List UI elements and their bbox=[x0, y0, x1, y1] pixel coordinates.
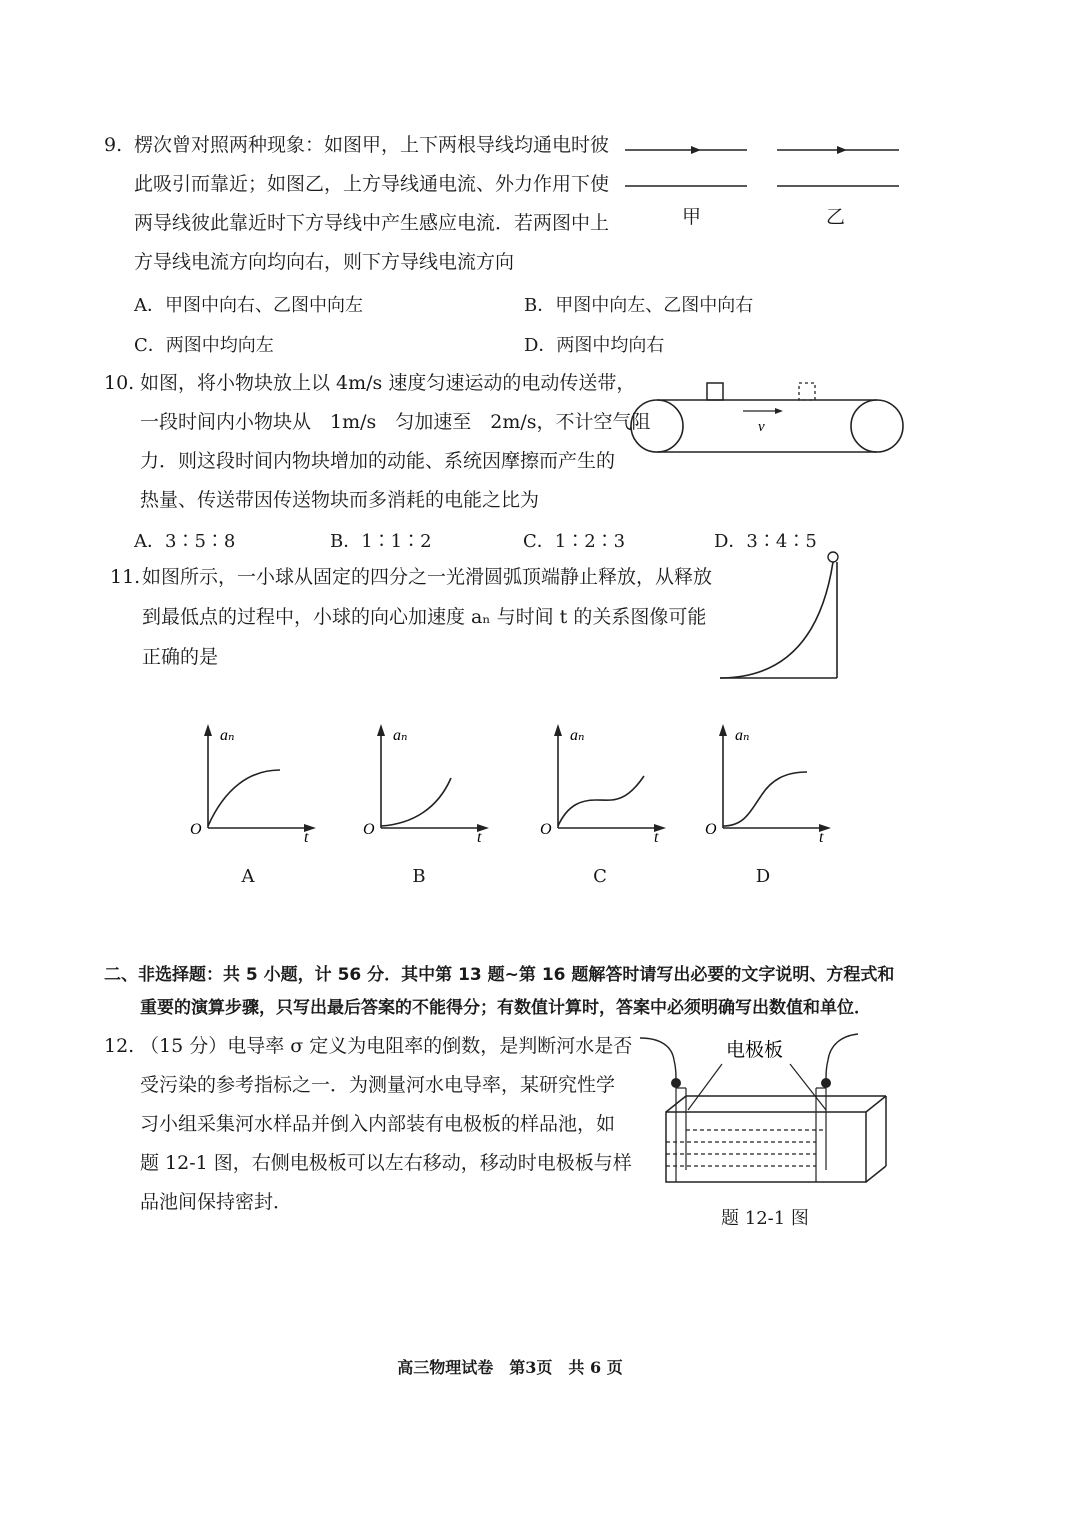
arrow-right-icon bbox=[691, 146, 701, 154]
q11-text-line-3: 正确的是 bbox=[142, 646, 219, 668]
q9-text-line-4: 方导线电流方向均向右，则下方导线电流方向 bbox=[134, 251, 515, 273]
q12-text-line-5: 品池间保持密封． bbox=[140, 1191, 293, 1213]
svg-text:t: t bbox=[477, 829, 482, 845]
q12-text-line-1: （15 分）电导率 σ 定义为电阻率的倒数，是判断河水是否 bbox=[140, 1035, 633, 1057]
graph-c-label: C bbox=[593, 866, 607, 887]
svg-text:aₙ: aₙ bbox=[735, 727, 750, 744]
svg-text:aₙ: aₙ bbox=[393, 727, 408, 744]
svg-text:O: O bbox=[540, 821, 552, 838]
q9-figure bbox=[615, 130, 915, 240]
q10-text-line-3: 力．则这段时间内物块增加的动能、系统因摩擦而产生的 bbox=[140, 450, 616, 472]
q10-option-a: A．3∶5∶8 bbox=[134, 531, 236, 552]
q12-text-line-3: 习小组采集河水样品并倒入内部装有电极板的样品池，如 bbox=[140, 1113, 616, 1135]
q11-text-line-2: 到最低点的过程中，小球的向心加速度 aₙ 与时间 t 的关系图像可能 bbox=[142, 606, 707, 628]
q9-text-line-2: 此吸引而靠近；如图乙，上方导线通电流、外力作用下使 bbox=[134, 173, 610, 195]
svg-text:t: t bbox=[304, 829, 309, 845]
ball-icon bbox=[828, 552, 838, 562]
q11-number: 11. bbox=[110, 566, 141, 588]
q9-fig-label-yi: 乙 bbox=[826, 206, 846, 228]
svg-text:O: O bbox=[190, 821, 202, 838]
figure-jia bbox=[625, 146, 747, 186]
block-dashed-icon bbox=[799, 383, 815, 400]
svg-text:aₙ: aₙ bbox=[570, 727, 585, 744]
conveyor-belt-figure bbox=[625, 375, 915, 465]
graph-d bbox=[695, 720, 840, 845]
q12-text-line-4: 题 12-1 图，右侧电极板可以左右移动，移动时电极板与样 bbox=[140, 1152, 632, 1174]
svg-text:O: O bbox=[705, 821, 717, 838]
page-footer: 高三物理试卷 第3页 共 6 页 bbox=[397, 1358, 623, 1377]
curve-a bbox=[208, 770, 280, 826]
arrow-right-icon bbox=[837, 146, 847, 154]
curve-d bbox=[723, 772, 807, 826]
graph-c bbox=[530, 720, 675, 845]
q10-number: 10. bbox=[104, 372, 135, 394]
q10-text-line-1: 如图，将小物块放上以 4m/s 速度匀速运动的电动传送带， bbox=[140, 372, 636, 394]
block-icon bbox=[707, 383, 723, 400]
q12-figure-caption: 题 12-1 图 bbox=[721, 1208, 809, 1229]
velocity-label: v bbox=[758, 419, 765, 435]
section2-instructions-line-2: 重要的演算步骤，只写出最后答案的不能得分；有数值计算时，答案中必须明确写出数值和单位． bbox=[140, 998, 871, 1018]
q10-option-d: D．3∶4∶5 bbox=[714, 531, 817, 552]
section2-instructions-line-1: 二、非选择题：共 5 小题，计 56 分．其中第 13 题~第 16 题解答时请写出必要的文字说明、方程式和 bbox=[104, 965, 895, 985]
sample-pool-figure bbox=[630, 1030, 900, 1195]
graph-b bbox=[353, 720, 498, 845]
graph-b-label: B bbox=[412, 866, 426, 887]
svg-text:aₙ: aₙ bbox=[220, 727, 235, 744]
q12-text-line-2: 受污染的参考指标之一．为测量河水电导率，某研究性学 bbox=[140, 1074, 616, 1096]
q9-option-d: D．两图中均向右 bbox=[524, 335, 665, 356]
curve-c bbox=[558, 776, 644, 826]
svg-text:t: t bbox=[654, 829, 659, 845]
q9-text-line-3: 两导线彼此靠近时下方导线中产生感应电流．若两图中上 bbox=[134, 212, 610, 234]
electrode-plate-label: 电极板 bbox=[726, 1040, 784, 1061]
q9-number: 9. bbox=[104, 134, 123, 156]
q10-text-line-2: 一段时间内小物块从 1m/s 匀加速至 2m/s，不计空气阻 bbox=[140, 411, 651, 433]
q9-option-b: B．甲图中向左、乙图中向右 bbox=[524, 295, 754, 316]
svg-text:O: O bbox=[363, 821, 375, 838]
graph-d-label: D bbox=[755, 866, 771, 887]
q9-option-a: A．甲图中向右、乙图中向左 bbox=[134, 295, 363, 316]
terminal-icon bbox=[821, 1078, 831, 1088]
q12-number: 12. bbox=[104, 1035, 135, 1057]
quarter-arc-figure bbox=[715, 548, 845, 684]
terminal-icon bbox=[671, 1078, 681, 1088]
q9-option-c: C．两图中均向左 bbox=[134, 335, 274, 356]
q10-option-c: C．1∶2∶3 bbox=[523, 531, 626, 552]
q11-text-line-1: 如图所示，一小球从固定的四分之一光滑圆弧顶端静止释放，从释放 bbox=[142, 566, 713, 588]
q9-text-line-1: 楞次曾对照两种现象：如图甲，上下两根导线均通电时彼 bbox=[134, 134, 610, 156]
arrow-right-icon bbox=[775, 408, 783, 414]
svg-text:t: t bbox=[819, 829, 824, 845]
graph-a-label: A bbox=[241, 866, 255, 887]
q10-text-line-4: 热量、传送带因传送物块而多消耗的电能之比为 bbox=[140, 489, 540, 511]
graph-a bbox=[180, 720, 325, 845]
q10-option-b: B．1∶1∶2 bbox=[330, 531, 432, 552]
q9-fig-label-jia: 甲 bbox=[682, 206, 702, 228]
curve-b bbox=[381, 778, 451, 826]
figure-yi bbox=[777, 146, 899, 186]
